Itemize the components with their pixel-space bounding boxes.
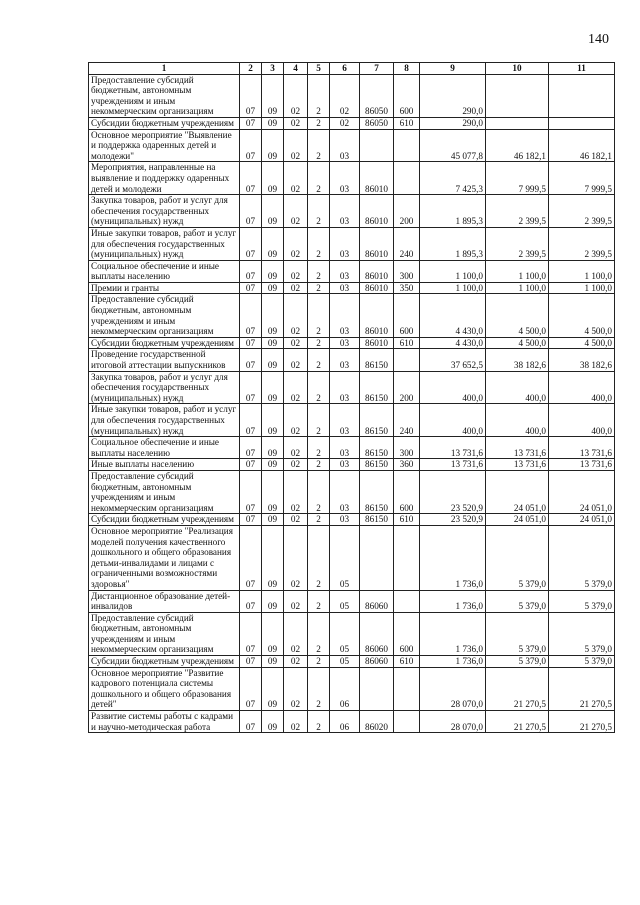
amount-col11-cell: 13 731,6 <box>549 437 615 459</box>
expense-type-cell: 240 <box>394 404 420 437</box>
subprogram-code-cell: 2 <box>308 337 330 349</box>
row-name-cell: Иные закупки товаров, работ и услуг для обеспечения государственных (муниципальных) нужд <box>89 404 240 437</box>
program-code-cell: 02 <box>284 260 308 282</box>
amount-col9-cell: 1 736,0 <box>420 590 486 612</box>
program-code-cell: 02 <box>284 612 308 655</box>
subprogram-code-cell: 2 <box>308 437 330 459</box>
amount-col9-cell: 1 736,0 <box>420 656 486 668</box>
program-code-cell: 02 <box>284 162 308 195</box>
amount-col9-cell: 4 430,0 <box>420 294 486 337</box>
subprogram-code-cell: 2 <box>308 525 330 590</box>
row-name-cell: Закупка товаров, работ и услуг для обеспечения государственных (муниципальных) нужд <box>89 195 240 228</box>
subprogram-code-cell: 2 <box>308 260 330 282</box>
event-code-cell: 03 <box>330 514 360 526</box>
expense-type-cell <box>394 525 420 590</box>
column-header: 9 <box>420 63 486 75</box>
event-code-cell: 03 <box>330 404 360 437</box>
amount-col9-cell: 290,0 <box>420 74 486 117</box>
direction-code-cell: 86060 <box>360 656 394 668</box>
subprogram-code-cell: 2 <box>308 514 330 526</box>
section-code-cell: 07 <box>240 404 262 437</box>
subsection-code-cell: 09 <box>262 470 284 513</box>
expense-type-cell <box>394 349 420 371</box>
direction-code-cell: 86150 <box>360 470 394 513</box>
expense-type-cell: 610 <box>394 337 420 349</box>
subsection-code-cell: 09 <box>262 371 284 404</box>
section-code-cell: 07 <box>240 74 262 117</box>
expense-type-cell: 600 <box>394 294 420 337</box>
amount-col10-cell: 13 731,6 <box>486 459 549 471</box>
row-name-cell: Развитие системы работы с кадрами и научно-методическая работа <box>89 711 240 733</box>
event-code-cell: 03 <box>330 437 360 459</box>
amount-col11-cell: 7 999,5 <box>549 162 615 195</box>
section-code-cell: 07 <box>240 337 262 349</box>
amount-col10-cell: 2 399,5 <box>486 195 549 228</box>
subprogram-code-cell: 2 <box>308 371 330 404</box>
amount-col9-cell: 290,0 <box>420 117 486 129</box>
amount-col11-cell: 2 399,5 <box>549 195 615 228</box>
amount-col10-cell: 4 500,0 <box>486 337 549 349</box>
amount-col9-cell: 1 895,3 <box>420 227 486 260</box>
subprogram-code-cell: 2 <box>308 667 330 710</box>
amount-col10-cell: 13 731,6 <box>486 437 549 459</box>
amount-col9-cell: 1 736,0 <box>420 525 486 590</box>
section-code-cell: 07 <box>240 371 262 404</box>
expense-type-cell: 360 <box>394 459 420 471</box>
event-code-cell: 06 <box>330 667 360 710</box>
amount-col9-cell: 23 520,9 <box>420 514 486 526</box>
direction-code-cell: 86150 <box>360 459 394 471</box>
subsection-code-cell: 09 <box>262 656 284 668</box>
row-name-cell: Субсидии бюджетным учреждениям <box>89 117 240 129</box>
section-code-cell: 07 <box>240 195 262 228</box>
amount-col9-cell: 13 731,6 <box>420 459 486 471</box>
amount-col9-cell: 28 070,0 <box>420 667 486 710</box>
amount-col11-cell: 4 500,0 <box>549 294 615 337</box>
program-code-cell: 02 <box>284 525 308 590</box>
subprogram-code-cell: 2 <box>308 459 330 471</box>
direction-code-cell: 86010 <box>360 294 394 337</box>
direction-code-cell: 86010 <box>360 162 394 195</box>
amount-col10-cell: 24 051,0 <box>486 514 549 526</box>
subprogram-code-cell: 2 <box>308 612 330 655</box>
section-code-cell: 07 <box>240 711 262 733</box>
table-row <box>89 371 615 404</box>
section-code-cell: 07 <box>240 437 262 459</box>
section-code-cell: 07 <box>240 667 262 710</box>
subprogram-code-cell: 2 <box>308 282 330 294</box>
table-row <box>89 437 615 459</box>
expense-type-cell <box>394 711 420 733</box>
direction-code-cell: 86050 <box>360 74 394 117</box>
amount-col10-cell: 21 270,5 <box>486 711 549 733</box>
amount-col9-cell: 400,0 <box>420 371 486 404</box>
amount-col10-cell: 21 270,5 <box>486 667 549 710</box>
expense-type-cell: 300 <box>394 260 420 282</box>
direction-code-cell: 86010 <box>360 195 394 228</box>
subprogram-code-cell: 2 <box>308 195 330 228</box>
event-code-cell: 03 <box>330 337 360 349</box>
event-code-cell: 03 <box>330 371 360 404</box>
amount-col11-cell: 21 270,5 <box>549 667 615 710</box>
direction-code-cell: 86060 <box>360 612 394 655</box>
amount-col11-cell: 21 270,5 <box>549 711 615 733</box>
table-header-row <box>89 63 615 75</box>
amount-col11-cell: 2 399,5 <box>549 227 615 260</box>
program-code-cell: 02 <box>284 349 308 371</box>
table-row <box>89 667 615 710</box>
row-name-cell: Предоставление субсидий бюджетным, автономным учреждениям и иным некоммерческим организациям <box>89 294 240 337</box>
amount-col9-cell: 400,0 <box>420 404 486 437</box>
amount-col11-cell: 24 051,0 <box>549 470 615 513</box>
expense-type-cell: 610 <box>394 656 420 668</box>
section-code-cell: 07 <box>240 227 262 260</box>
row-name-cell: Социальное обеспечение и иные выплаты населению <box>89 437 240 459</box>
subprogram-code-cell: 2 <box>308 162 330 195</box>
table-row <box>89 282 615 294</box>
subsection-code-cell: 09 <box>262 590 284 612</box>
amount-col11-cell: 4 500,0 <box>549 337 615 349</box>
event-code-cell: 02 <box>330 74 360 117</box>
event-code-cell: 03 <box>330 470 360 513</box>
program-code-cell: 02 <box>284 337 308 349</box>
event-code-cell: 03 <box>330 227 360 260</box>
row-name-cell: Иные закупки товаров, работ и услуг для обеспечения государственных (муниципальных) нужд <box>89 227 240 260</box>
amount-col11-cell: 5 379,0 <box>549 525 615 590</box>
subprogram-code-cell: 2 <box>308 117 330 129</box>
subsection-code-cell: 09 <box>262 294 284 337</box>
direction-code-cell: 86010 <box>360 227 394 260</box>
table-row <box>89 294 615 337</box>
row-name-cell: Субсидии бюджетным учреждениям <box>89 337 240 349</box>
expense-type-cell <box>394 590 420 612</box>
table-row <box>89 470 615 513</box>
amount-col11-cell: 38 182,6 <box>549 349 615 371</box>
subsection-code-cell: 09 <box>262 514 284 526</box>
subsection-code-cell: 09 <box>262 404 284 437</box>
subsection-code-cell: 09 <box>262 337 284 349</box>
amount-col9-cell: 7 425,3 <box>420 162 486 195</box>
column-header: 1 <box>89 63 240 75</box>
subprogram-code-cell: 2 <box>308 349 330 371</box>
table-row <box>89 404 615 437</box>
table-row <box>89 227 615 260</box>
row-name-cell: Мероприятия, направленные на выявление и поддержку одаренных детей и молодежи <box>89 162 240 195</box>
row-name-cell: Субсидии бюджетным учреждениям <box>89 514 240 526</box>
amount-col9-cell: 1 736,0 <box>420 612 486 655</box>
subsection-code-cell: 09 <box>262 459 284 471</box>
amount-col11-cell: 400,0 <box>549 404 615 437</box>
amount-col9-cell: 13 731,6 <box>420 437 486 459</box>
table-row <box>89 612 615 655</box>
expense-type-cell: 600 <box>394 612 420 655</box>
direction-code-cell: 86010 <box>360 282 394 294</box>
section-code-cell: 07 <box>240 117 262 129</box>
amount-col9-cell: 28 070,0 <box>420 711 486 733</box>
program-code-cell: 02 <box>284 117 308 129</box>
column-header: 4 <box>284 63 308 75</box>
column-header: 8 <box>394 63 420 75</box>
direction-code-cell: 86150 <box>360 371 394 404</box>
subsection-code-cell: 09 <box>262 711 284 733</box>
amount-col11-cell: 400,0 <box>549 371 615 404</box>
program-code-cell: 02 <box>284 227 308 260</box>
event-code-cell: 03 <box>330 294 360 337</box>
table-row <box>89 656 615 668</box>
subsection-code-cell: 09 <box>262 74 284 117</box>
section-code-cell: 07 <box>240 282 262 294</box>
amount-col10-cell: 4 500,0 <box>486 294 549 337</box>
program-code-cell: 02 <box>284 470 308 513</box>
table-row <box>89 349 615 371</box>
expense-type-cell: 200 <box>394 371 420 404</box>
subsection-code-cell: 09 <box>262 525 284 590</box>
subprogram-code-cell: 2 <box>308 294 330 337</box>
direction-code-cell: 86050 <box>360 117 394 129</box>
direction-code-cell <box>360 525 394 590</box>
section-code-cell: 07 <box>240 590 262 612</box>
row-name-cell: Социальное обеспечение и иные выплаты населению <box>89 260 240 282</box>
amount-col11-cell <box>549 74 615 117</box>
subsection-code-cell: 09 <box>262 282 284 294</box>
event-code-cell: 05 <box>330 656 360 668</box>
amount-col11-cell: 5 379,0 <box>549 590 615 612</box>
subsection-code-cell: 09 <box>262 129 284 162</box>
program-code-cell: 02 <box>284 459 308 471</box>
row-name-cell: Предоставление субсидий бюджетным, автономным учреждениям и иным некоммерческим организациям <box>89 612 240 655</box>
section-code-cell: 07 <box>240 656 262 668</box>
row-name-cell: Основное мероприятие "Реализация моделей получения качественного дошкольного и общего образования детьми-инвалидами и лицами с ограниченными возможностями здоровья" <box>89 525 240 590</box>
amount-col9-cell: 1 100,0 <box>420 282 486 294</box>
row-name-cell: Основное мероприятие "Развитие кадрового потенциала системы дошкольного и общего образования детей" <box>89 667 240 710</box>
direction-code-cell <box>360 667 394 710</box>
amount-col10-cell: 5 379,0 <box>486 525 549 590</box>
program-code-cell: 02 <box>284 282 308 294</box>
expense-type-cell <box>394 667 420 710</box>
table-row <box>89 117 615 129</box>
program-code-cell: 02 <box>284 437 308 459</box>
program-code-cell: 02 <box>284 656 308 668</box>
amount-col10-cell: 400,0 <box>486 404 549 437</box>
subsection-code-cell: 09 <box>262 612 284 655</box>
table-row <box>89 162 615 195</box>
event-code-cell: 03 <box>330 260 360 282</box>
table-row <box>89 260 615 282</box>
amount-col10-cell: 5 379,0 <box>486 656 549 668</box>
amount-col9-cell: 4 430,0 <box>420 337 486 349</box>
event-code-cell: 05 <box>330 612 360 655</box>
amount-col10-cell: 7 999,5 <box>486 162 549 195</box>
amount-col9-cell: 23 520,9 <box>420 470 486 513</box>
program-code-cell: 02 <box>284 590 308 612</box>
amount-col9-cell: 1 100,0 <box>420 260 486 282</box>
subprogram-code-cell: 2 <box>308 129 330 162</box>
direction-code-cell: 86010 <box>360 337 394 349</box>
program-code-cell: 02 <box>284 294 308 337</box>
column-header: 10 <box>486 63 549 75</box>
amount-col10-cell: 400,0 <box>486 371 549 404</box>
table-row <box>89 711 615 733</box>
row-name-cell: Иные выплаты населению <box>89 459 240 471</box>
expense-type-cell: 610 <box>394 514 420 526</box>
row-name-cell: Основное мероприятие "Выявление и поддержка одаренных детей и молодежи" <box>89 129 240 162</box>
amount-col10-cell <box>486 74 549 117</box>
event-code-cell: 03 <box>330 282 360 294</box>
subsection-code-cell: 09 <box>262 227 284 260</box>
subsection-code-cell: 09 <box>262 162 284 195</box>
subprogram-code-cell: 2 <box>308 470 330 513</box>
expense-type-cell: 240 <box>394 227 420 260</box>
subsection-code-cell: 09 <box>262 195 284 228</box>
amount-col9-cell: 1 895,3 <box>420 195 486 228</box>
subsection-code-cell: 09 <box>262 437 284 459</box>
row-name-cell: Предоставление субсидий бюджетным, автономным учреждениям и иным некоммерческим организациям <box>89 470 240 513</box>
event-code-cell: 03 <box>330 459 360 471</box>
amount-col10-cell: 38 182,6 <box>486 349 549 371</box>
program-code-cell: 02 <box>284 195 308 228</box>
direction-code-cell: 86150 <box>360 349 394 371</box>
event-code-cell: 06 <box>330 711 360 733</box>
direction-code-cell: 86010 <box>360 260 394 282</box>
amount-col11-cell: 46 182,1 <box>549 129 615 162</box>
table-body <box>89 63 615 733</box>
subsection-code-cell: 09 <box>262 260 284 282</box>
program-code-cell: 02 <box>284 404 308 437</box>
expense-type-cell: 350 <box>394 282 420 294</box>
section-code-cell: 07 <box>240 260 262 282</box>
expense-type-cell <box>394 162 420 195</box>
amount-col10-cell: 1 100,0 <box>486 260 549 282</box>
event-code-cell: 03 <box>330 129 360 162</box>
section-code-cell: 07 <box>240 514 262 526</box>
section-code-cell: 07 <box>240 525 262 590</box>
direction-code-cell: 86150 <box>360 437 394 459</box>
program-code-cell: 02 <box>284 711 308 733</box>
table-row <box>89 459 615 471</box>
expense-type-cell: 200 <box>394 195 420 228</box>
direction-code-cell <box>360 129 394 162</box>
subsection-code-cell: 09 <box>262 667 284 710</box>
amount-col9-cell: 45 077,8 <box>420 129 486 162</box>
subprogram-code-cell: 2 <box>308 404 330 437</box>
amount-col10-cell: 46 182,1 <box>486 129 549 162</box>
column-header: 7 <box>360 63 394 75</box>
row-name-cell: Субсидии бюджетным учреждениям <box>89 656 240 668</box>
amount-col10-cell: 1 100,0 <box>486 282 549 294</box>
column-header: 2 <box>240 63 262 75</box>
budget-table <box>88 62 615 733</box>
section-code-cell: 07 <box>240 349 262 371</box>
amount-col11-cell: 5 379,0 <box>549 612 615 655</box>
amount-col11-cell: 13 731,6 <box>549 459 615 471</box>
column-header: 5 <box>308 63 330 75</box>
event-code-cell: 05 <box>330 525 360 590</box>
page-number: 140 <box>588 32 609 47</box>
direction-code-cell: 86020 <box>360 711 394 733</box>
program-code-cell: 02 <box>284 74 308 117</box>
amount-col10-cell: 5 379,0 <box>486 612 549 655</box>
subsection-code-cell: 09 <box>262 349 284 371</box>
section-code-cell: 07 <box>240 129 262 162</box>
column-header: 3 <box>262 63 284 75</box>
program-code-cell: 02 <box>284 371 308 404</box>
program-code-cell: 02 <box>284 667 308 710</box>
expense-type-cell: 610 <box>394 117 420 129</box>
subprogram-code-cell: 2 <box>308 227 330 260</box>
table-row <box>89 337 615 349</box>
event-code-cell: 03 <box>330 195 360 228</box>
expense-type-cell: 300 <box>394 437 420 459</box>
direction-code-cell: 86150 <box>360 514 394 526</box>
subprogram-code-cell: 2 <box>308 590 330 612</box>
amount-col11-cell <box>549 117 615 129</box>
amount-col10-cell: 2 399,5 <box>486 227 549 260</box>
event-code-cell: 03 <box>330 162 360 195</box>
amount-col9-cell: 37 652,5 <box>420 349 486 371</box>
amount-col10-cell <box>486 117 549 129</box>
program-code-cell: 02 <box>284 129 308 162</box>
expense-type-cell: 600 <box>394 74 420 117</box>
program-code-cell: 02 <box>284 514 308 526</box>
amount-col11-cell: 5 379,0 <box>549 656 615 668</box>
row-name-cell: Закупка товаров, работ и услуг для обеспечения государственных (муниципальных) нужд <box>89 371 240 404</box>
amount-col11-cell: 1 100,0 <box>549 282 615 294</box>
table-row <box>89 590 615 612</box>
section-code-cell: 07 <box>240 459 262 471</box>
subprogram-code-cell: 2 <box>308 656 330 668</box>
subprogram-code-cell: 2 <box>308 74 330 117</box>
expense-type-cell <box>394 129 420 162</box>
table-row <box>89 74 615 117</box>
amount-col11-cell: 24 051,0 <box>549 514 615 526</box>
amount-col10-cell: 24 051,0 <box>486 470 549 513</box>
row-name-cell: Проведение государственной итоговой аттестации выпускников <box>89 349 240 371</box>
subsection-code-cell: 09 <box>262 117 284 129</box>
row-name-cell: Предоставление субсидий бюджетным, автономным учреждениям и иным некоммерческим организациям <box>89 74 240 117</box>
section-code-cell: 07 <box>240 612 262 655</box>
expense-type-cell: 600 <box>394 470 420 513</box>
table-row <box>89 129 615 162</box>
amount-col10-cell: 5 379,0 <box>486 590 549 612</box>
section-code-cell: 07 <box>240 470 262 513</box>
subprogram-code-cell: 2 <box>308 711 330 733</box>
table-row <box>89 525 615 590</box>
direction-code-cell: 86060 <box>360 590 394 612</box>
column-header: 11 <box>549 63 615 75</box>
event-code-cell: 02 <box>330 117 360 129</box>
section-code-cell: 07 <box>240 162 262 195</box>
row-name-cell: Премии и гранты <box>89 282 240 294</box>
column-header: 6 <box>330 63 360 75</box>
direction-code-cell: 86150 <box>360 404 394 437</box>
row-name-cell: Дистанционное образование детей-инвалидов <box>89 590 240 612</box>
event-code-cell: 05 <box>330 590 360 612</box>
amount-col11-cell: 1 100,0 <box>549 260 615 282</box>
event-code-cell: 03 <box>330 349 360 371</box>
section-code-cell: 07 <box>240 294 262 337</box>
table-row <box>89 514 615 526</box>
table-row <box>89 195 615 228</box>
